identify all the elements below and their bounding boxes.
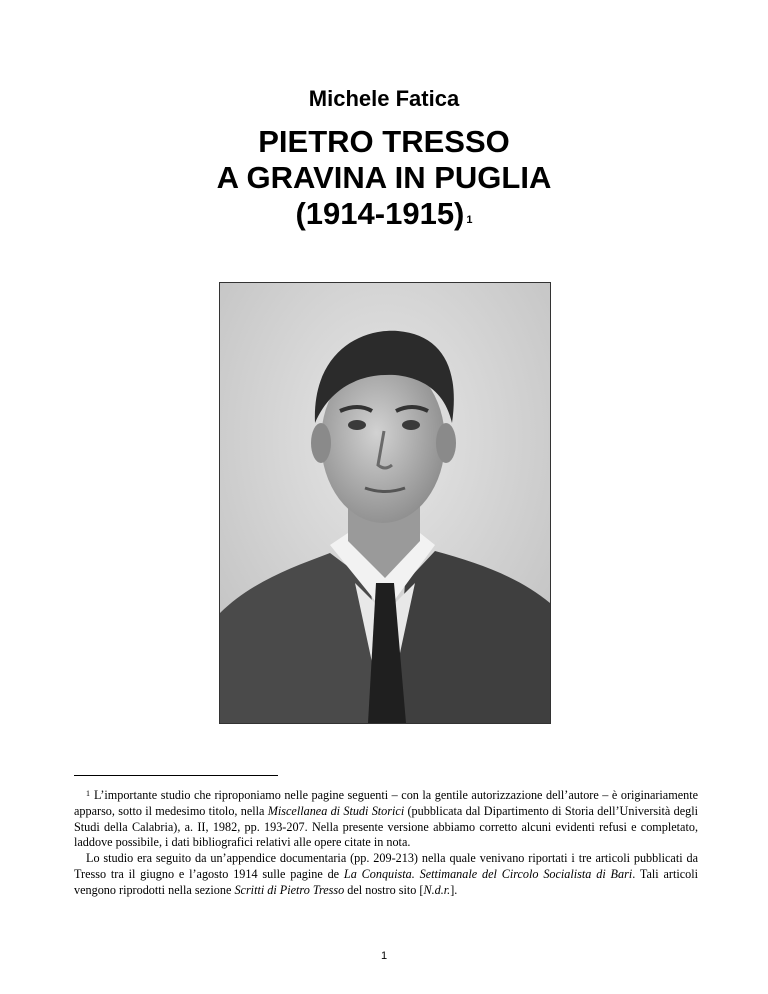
title-line-3	[0, 196, 768, 232]
portrait-illustration	[220, 283, 550, 723]
footnote	[74, 788, 698, 899]
footnote-ref[interactable]: 1	[466, 214, 473, 226]
footnote-paragraph-1: $^1$ L’importante studio che riproponiamo nelle pagine seguenti – con la gentile autorizzazione dell’autore – è originariamente apparso, sotto il medesimo titolo, nella Miscellanea di Studi Storici (pubblicata dal Dipartimento di Storia dell’Università degli Studi della Calabria), a. II, 1982, pp. 193-207. Nella presente versione abbiamo corretto alcuni evidenti refusi e completato, laddove possibile, i dati bibliografici relativi alle opere citate in nota.	[74, 788, 698, 850]
footnote-marker: 1	[86, 789, 90, 798]
title-years: (1914-1915)	[295, 196, 465, 231]
eye-right	[402, 420, 420, 430]
title-line-1: PIETRO TRESSO	[258, 124, 510, 159]
ear-left	[311, 423, 331, 463]
page-number: 1	[380, 950, 388, 962]
portrait-photo	[219, 282, 551, 724]
title-line-2: A GRAVINA IN PUGLIA	[216, 160, 552, 195]
page-title	[0, 124, 768, 232]
author-name: Michele Fatica	[308, 86, 460, 111]
footnote-paragraph-2: Lo studio era seguito da un’appendice documentaria (pp. 209-213) nella quale venivano riportati i tre articoli pubblicati da Tresso tra il giugno e l’agosto 1914 sulle pagine de La Conquista. Settimanale del Circolo Socialista di Bari. Tali articoli vengono riprodotti nella sezione Scritti di Pietro Tresso del nostro sito [N.d.r.].	[74, 851, 698, 897]
eye-left	[348, 420, 366, 430]
ear-right	[436, 423, 456, 463]
footnote-rule	[74, 775, 278, 776]
